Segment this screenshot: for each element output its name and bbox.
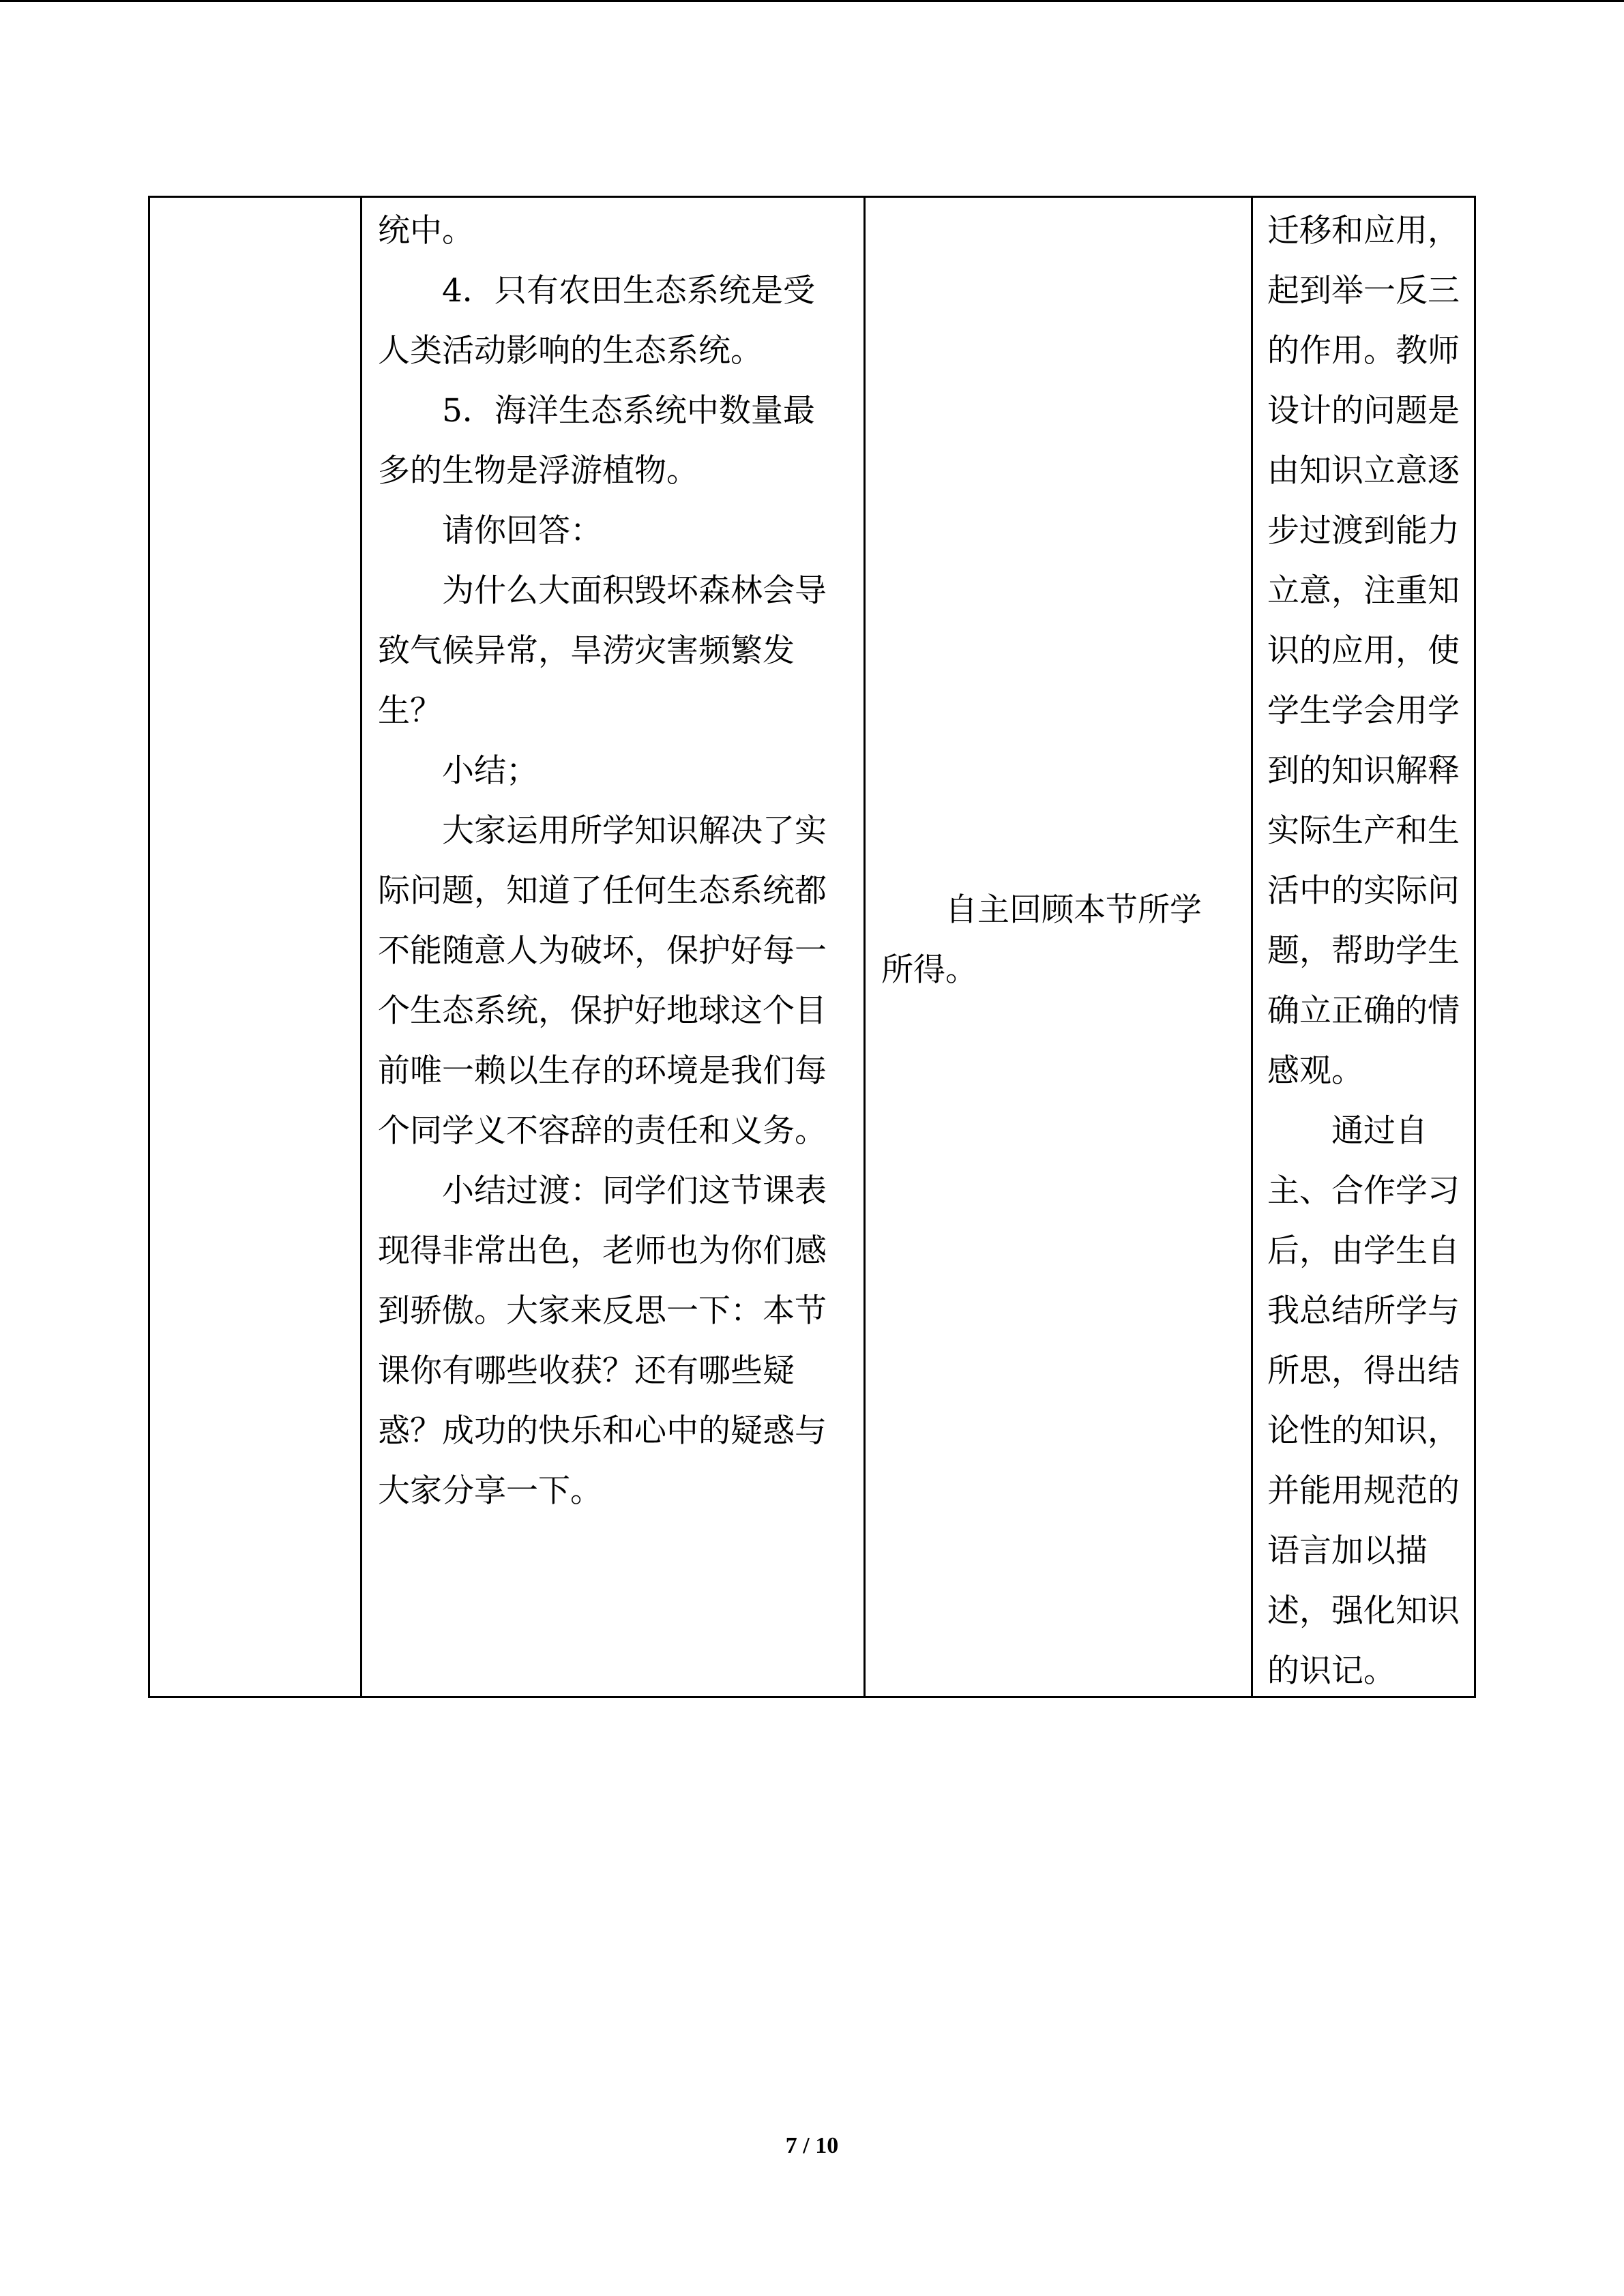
table-cell-student-activity	[881, 198, 1250, 1000]
text-line: 的作用。教师	[1267, 332, 1460, 370]
text-line: 生？	[378, 692, 442, 730]
text-line: 我总结所学与	[1267, 1292, 1460, 1330]
text-line: 所得。	[881, 951, 977, 989]
text-line: 4．只有农田生态系统是受	[442, 272, 815, 310]
text-line: 论性的知识，	[1267, 1412, 1460, 1450]
lesson-plan-table	[148, 196, 1476, 1698]
text-line: 个同学义不容辞的责任和义务。	[378, 1112, 827, 1150]
text-line: 迁移和应用，	[1267, 212, 1460, 250]
text-line: 通过自	[1331, 1112, 1428, 1150]
column-divider	[360, 198, 362, 1696]
text-line: 到骄傲。大家来反思一下：本节	[378, 1292, 827, 1330]
text-line: 由知识立意逐	[1267, 452, 1460, 490]
text-line: 起到举一反三	[1267, 272, 1460, 310]
text-line: 立意，注重知	[1267, 572, 1460, 610]
column-divider	[863, 198, 866, 1696]
text-line: 统中。	[378, 212, 474, 250]
text-line: 设计的问题是	[1267, 392, 1460, 430]
text-line: 不能随意人为破坏，保护好每一	[378, 932, 827, 970]
text-line: 人类活动影响的生态系统。	[378, 332, 763, 370]
table-cell-stage	[150, 198, 360, 1696]
text-line: 后，由学生自	[1267, 1232, 1460, 1270]
text-line: 主、合作学习	[1267, 1172, 1460, 1210]
text-line: 大家运用所学知识解决了实	[442, 812, 827, 850]
text-line: 活中的实际问	[1267, 872, 1460, 910]
text-line: 感观。	[1267, 1052, 1363, 1090]
text-line: 为什么大面积毁坏森林会导	[442, 572, 827, 610]
text-line: 多的生物是浮游植物。	[378, 452, 698, 490]
text-line: 小结；	[442, 752, 538, 790]
column-divider	[1251, 198, 1253, 1696]
text-line: 学生学会用学	[1267, 692, 1460, 730]
text-line: 确立正确的情	[1267, 992, 1460, 1030]
text-line: 请你回答：	[442, 512, 602, 550]
text-line: 语言加以描	[1267, 1532, 1428, 1570]
text-line: 步过渡到能力	[1267, 512, 1460, 550]
page-top-border	[0, 0, 1624, 2]
table-cell-design-intent	[1267, 198, 1472, 1701]
text-line: 个生态系统，保护好地球这个目	[378, 992, 827, 1030]
text-line: 小结过渡：同学们这节课表	[442, 1172, 827, 1210]
text-line: 前唯一赖以生存的环境是我们每	[378, 1052, 827, 1090]
text-line: 课你有哪些收获？还有哪些疑	[378, 1352, 795, 1390]
text-line: 所思，得出结	[1267, 1352, 1460, 1390]
text-line: 现得非常出色，老师也为你们感	[378, 1232, 827, 1270]
page-number: 7 / 10	[785, 2133, 839, 2158]
text-line: 识的应用，使	[1267, 632, 1460, 670]
text-line: 实际生产和生	[1267, 812, 1460, 850]
text-line: 5．海洋生态系统中数量最	[442, 392, 815, 430]
text-line: 惑？成功的快乐和心中的疑惑与	[378, 1412, 827, 1450]
text-line: 并能用规范的	[1267, 1472, 1460, 1510]
text-line: 述，强化知识	[1267, 1592, 1460, 1630]
text-line: 题，帮助学生	[1267, 932, 1460, 970]
text-line: 际问题，知道了任何生态系统都	[378, 872, 827, 910]
text-line: 自主回顾本节所学	[945, 891, 1202, 929]
text-line: 致气候异常，旱涝灾害频繁发	[378, 632, 795, 670]
text-line: 到的知识解释	[1267, 752, 1460, 790]
table-cell-teacher-activity	[378, 198, 855, 1521]
text-line: 大家分享一下。	[378, 1472, 602, 1510]
text-line: 的识记。	[1267, 1652, 1396, 1690]
